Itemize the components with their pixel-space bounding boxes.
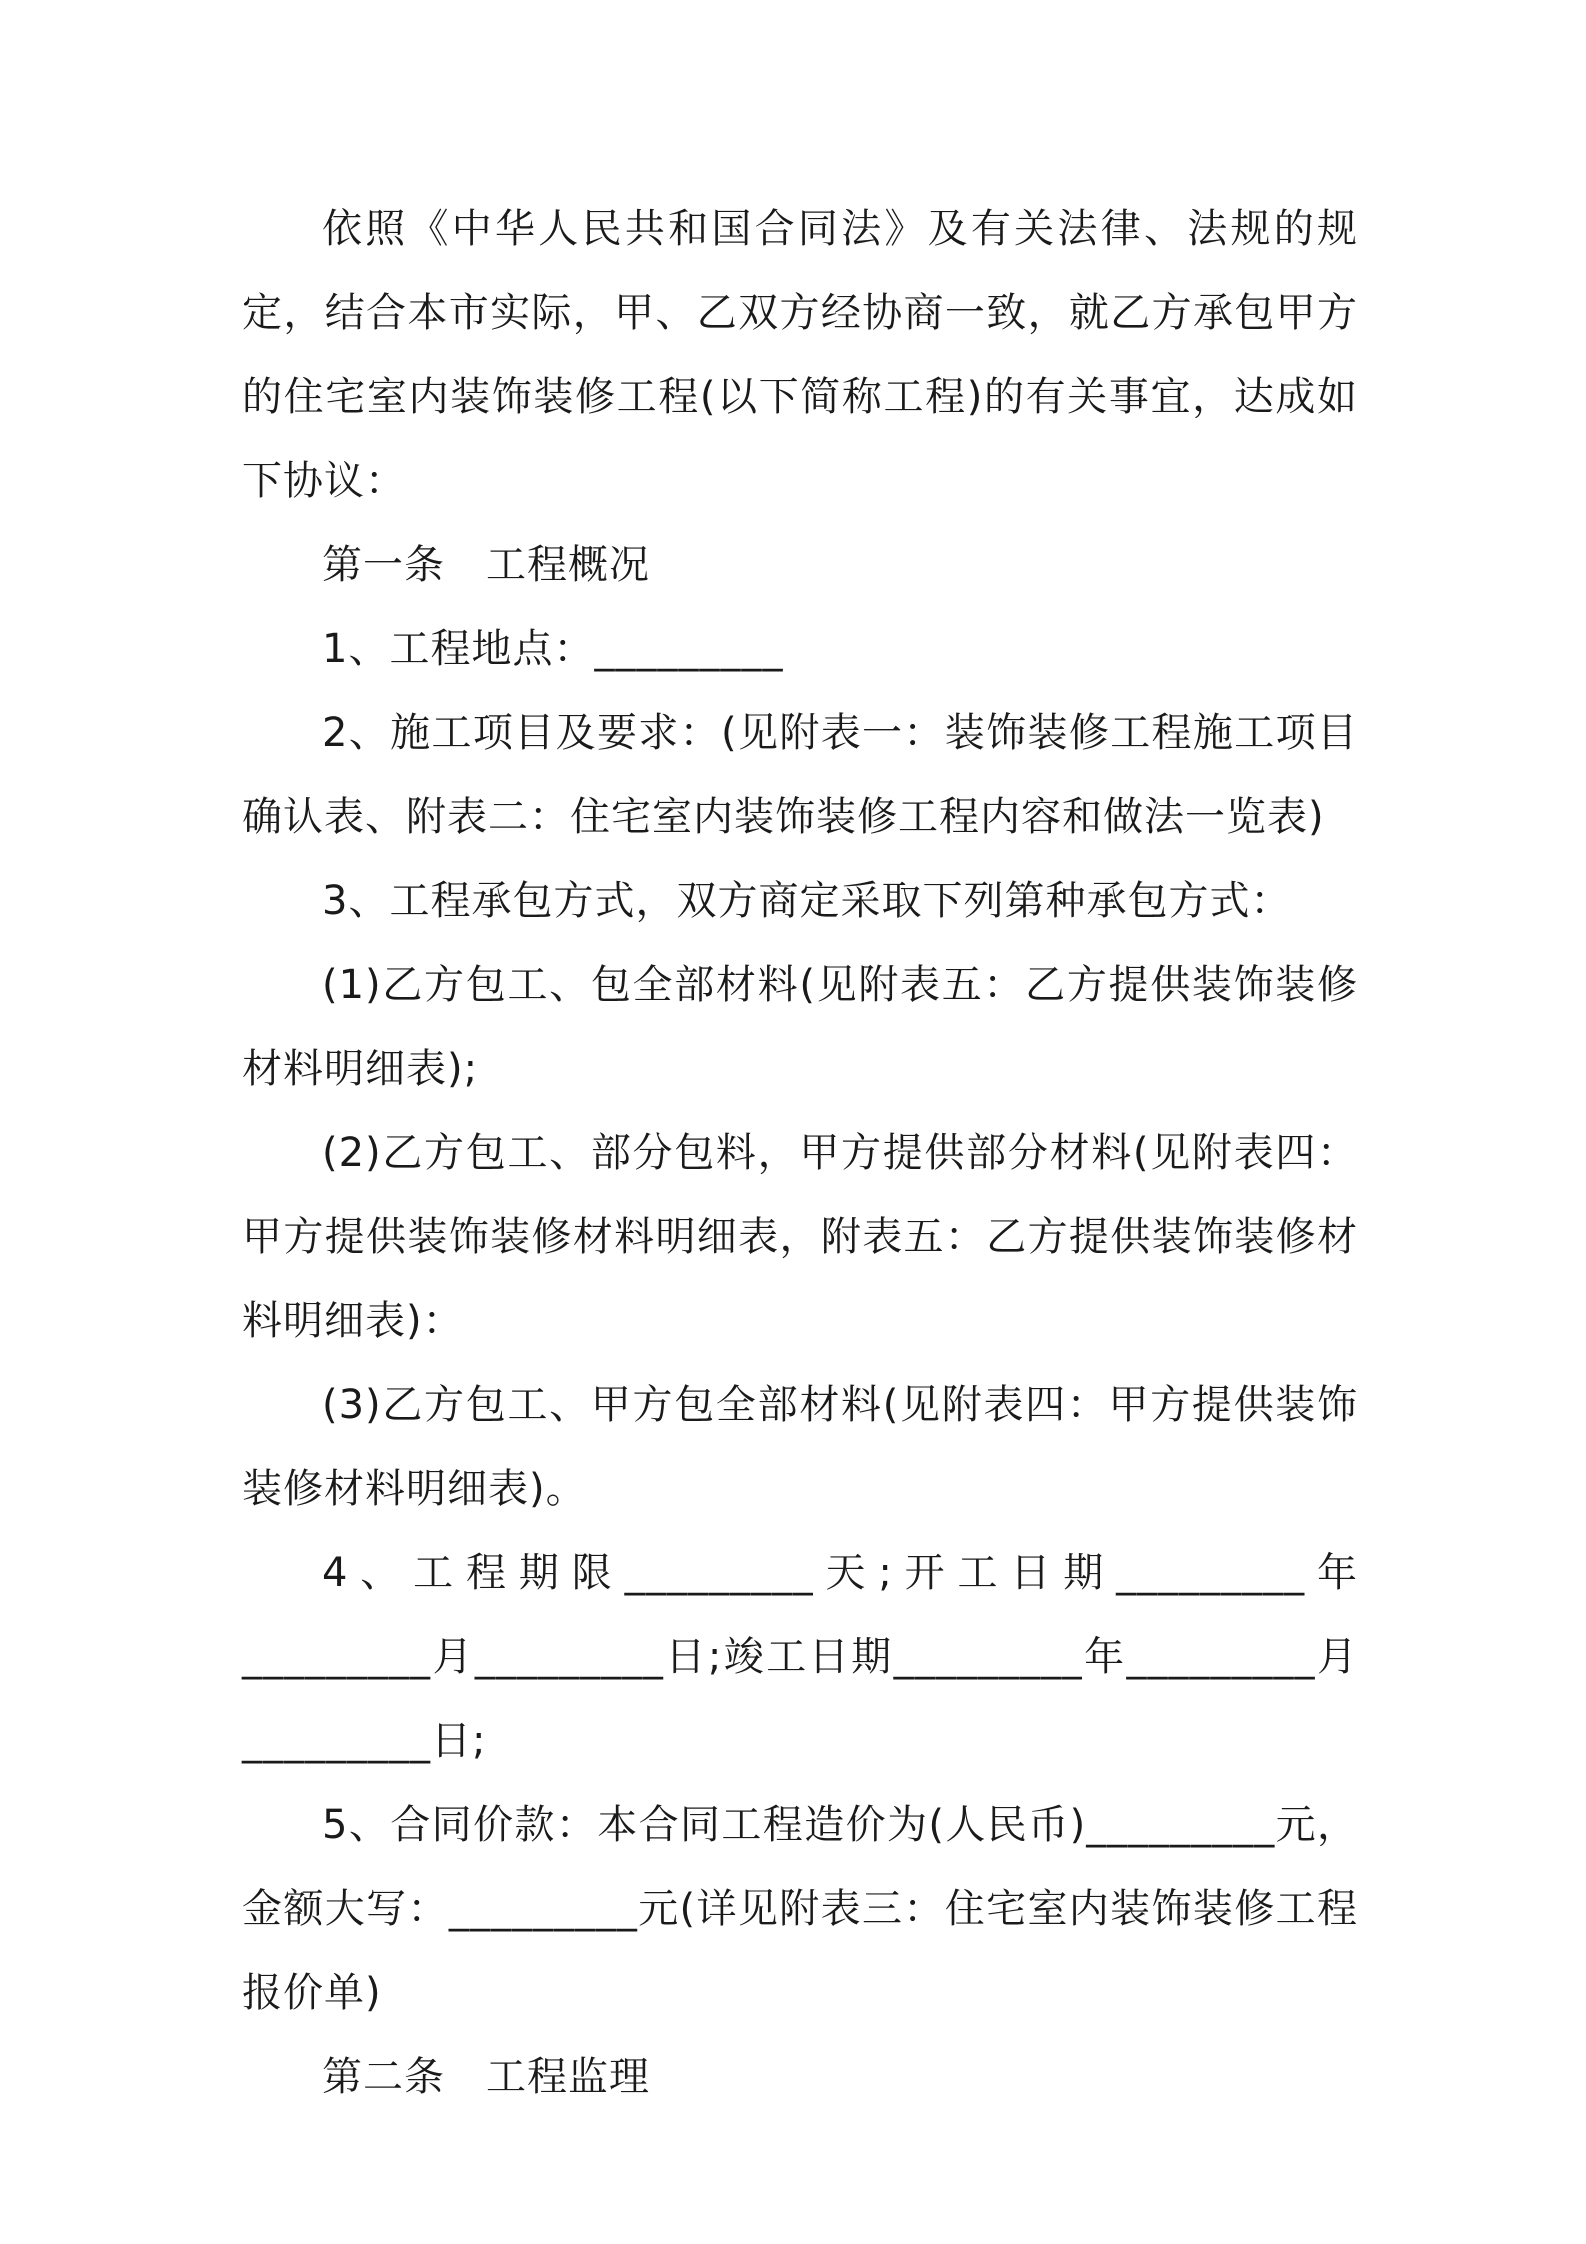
article-1-heading: 第一条 工程概况 bbox=[322, 542, 650, 588]
intro-paragraph: 依照《中华人民共和国合同法》及有关法律、法规的规定，结合本市实际，甲、乙双方经协商一致，就乙方承包甲方的住宅室内装饰装修工程(以下简称工程)的有关事宜，达成如下协议： bbox=[242, 206, 1358, 504]
clause-3-option-2: (2)乙方包工、部分包料，甲方提供部分材料(见附表四：甲方提供装饰装修材料明细表，附表五：乙方提供装饰装修材料明细表)： bbox=[242, 1130, 1358, 1344]
contract-body bbox=[242, 187, 1358, 2119]
article-2-heading: 第二条 工程监理 bbox=[322, 2054, 650, 2100]
clause-3-option-3: (3)乙方包工、甲方包全部材料(见附表四：甲方提供装饰装修材料明细表)。 bbox=[242, 1382, 1358, 1512]
clause-3-option-1: (1)乙方包工、包全部材料(见附表五：乙方提供装饰装修材料明细表); bbox=[242, 962, 1358, 1092]
clause-4-period: 4、工程期限_________天;开工日期_________年_________月_________日;竣工日期_________年_________月_________日; bbox=[242, 1550, 1358, 1764]
clause-1-location: 1、工程地点：_________ bbox=[322, 626, 784, 672]
clause-5-price: 5、合同价款：本合同工程造价为(人民币)_________元，金额大写：_________元(详见附表三：住宅室内装饰装修工程报价单) bbox=[242, 1802, 1358, 2016]
clause-2-items: 2、施工项目及要求：(见附表一：装饰装修工程施工项目确认表、附表二：住宅室内装饰装修工程内容和做法一览表) bbox=[242, 710, 1358, 840]
clause-3-method: 3、工程承包方式，双方商定采取下列第种承包方式： bbox=[322, 878, 1292, 924]
